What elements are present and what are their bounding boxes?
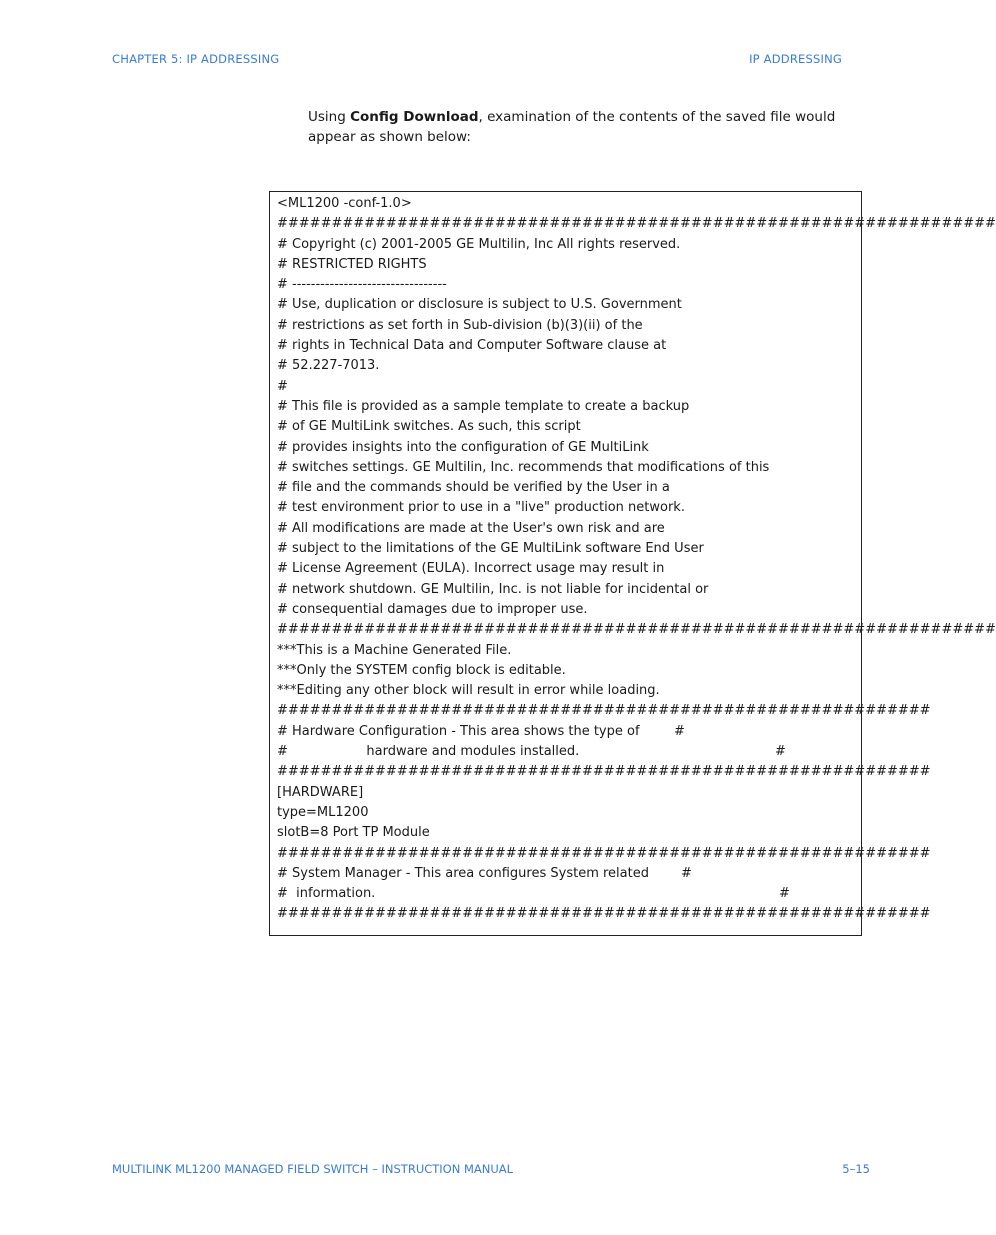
code-line: # RESTRICTED RIGHTS [277, 256, 427, 272]
code-line: ***Editing any other block will result in error while loading. [277, 683, 660, 699]
code-line: # provides insights into the configuration of GE MultiLink [277, 439, 649, 455]
code-line: # of GE MultiLink switches. As such, this script [277, 419, 581, 435]
running-head-chapter: CHAPTER 5: IP ADDRESSING [112, 52, 280, 66]
code-line: ################################################################## [277, 216, 996, 232]
code-line: ***Only the SYSTEM config block is editable. [277, 662, 566, 678]
footer-manual-title: MULTILINK ML1200 MANAGED FIELD SWITCH – INSTRUCTION MANUAL [112, 1162, 514, 1176]
code-line: ############################################################ [277, 845, 931, 861]
code-text: # Hardware Configuration - This area shows the type of [277, 723, 640, 739]
code-line: ############################################################ [277, 703, 931, 719]
code-line: # [277, 378, 288, 394]
code-line: # restrictions as set forth in Sub-division (b)(3)(ii) of the [277, 317, 643, 333]
code-line: # Copyright (c) 2001-2005 GE Multilin, Inc All rights reserved. [277, 236, 681, 252]
code-line: # rights in Technical Data and Computer Software clause at [277, 338, 667, 354]
code-line: ############################################################ [277, 764, 931, 780]
config-file-listing [269, 191, 996, 936]
code-line: # All modifications are made at the User's own risk and are [277, 520, 665, 536]
code-line: # network shutdown. GE Multilin, Inc. is not liable for incidental or [277, 581, 709, 597]
code-text: # System Manager - This area configures System related [277, 865, 649, 881]
intro-paragraph [308, 107, 868, 147]
intro-text-before: Using [308, 109, 351, 125]
code-line: # test environment prior to use in a "live" production network. [277, 500, 685, 516]
code-line-with-mark [277, 884, 861, 904]
trailing-hash: # [779, 886, 790, 902]
code-text: # information. [277, 886, 376, 902]
code-line: # file and the commands should be verified by the User in a [277, 480, 670, 496]
code-line: # 52.227-7013. [277, 358, 380, 374]
trailing-hash: # [775, 744, 786, 760]
code-line: # --------------------------------- [277, 277, 447, 293]
code-line: # switches settings. GE Multilin, Inc. recommends that modifications of this [277, 459, 770, 475]
intro-bold-term: Config Download [350, 109, 479, 125]
code-line-with-mark [277, 864, 861, 884]
code-line: ############################################################ [277, 906, 931, 922]
trailing-hash: # [674, 723, 685, 739]
code-text: # hardware and modules installed. [277, 744, 580, 760]
code-line: # consequential damages due to improper use. [277, 601, 588, 617]
code-line: # Use, duplication or disclosure is subject to U.S. Government [277, 297, 682, 313]
code-line: # subject to the limitations of the GE MultiLink software End User [277, 541, 704, 557]
code-line-with-mark [277, 722, 861, 742]
code-line: type=ML1200 [277, 804, 369, 820]
trailing-hash: # [681, 865, 692, 881]
footer-page-number: 5–15 [842, 1162, 870, 1176]
code-line-with-mark [277, 742, 861, 762]
intro-text-after: , examination of the contents of the saved file would appear as shown below: [308, 109, 836, 145]
code-line: <ML1200 -conf-1.0> [277, 196, 412, 211]
code-line: ***This is a Machine Generated File. [277, 642, 512, 658]
code-line: [HARDWARE] [277, 784, 364, 800]
code-line: # License Agreement (EULA). Incorrect usage may result in [277, 561, 665, 577]
code-line: # This file is provided as a sample template to create a backup [277, 398, 690, 414]
code-line: ################################################################## [277, 622, 996, 638]
running-head-section: IP ADDRESSING [749, 52, 842, 66]
code-line: slotB=8 Port TP Module [277, 825, 430, 841]
